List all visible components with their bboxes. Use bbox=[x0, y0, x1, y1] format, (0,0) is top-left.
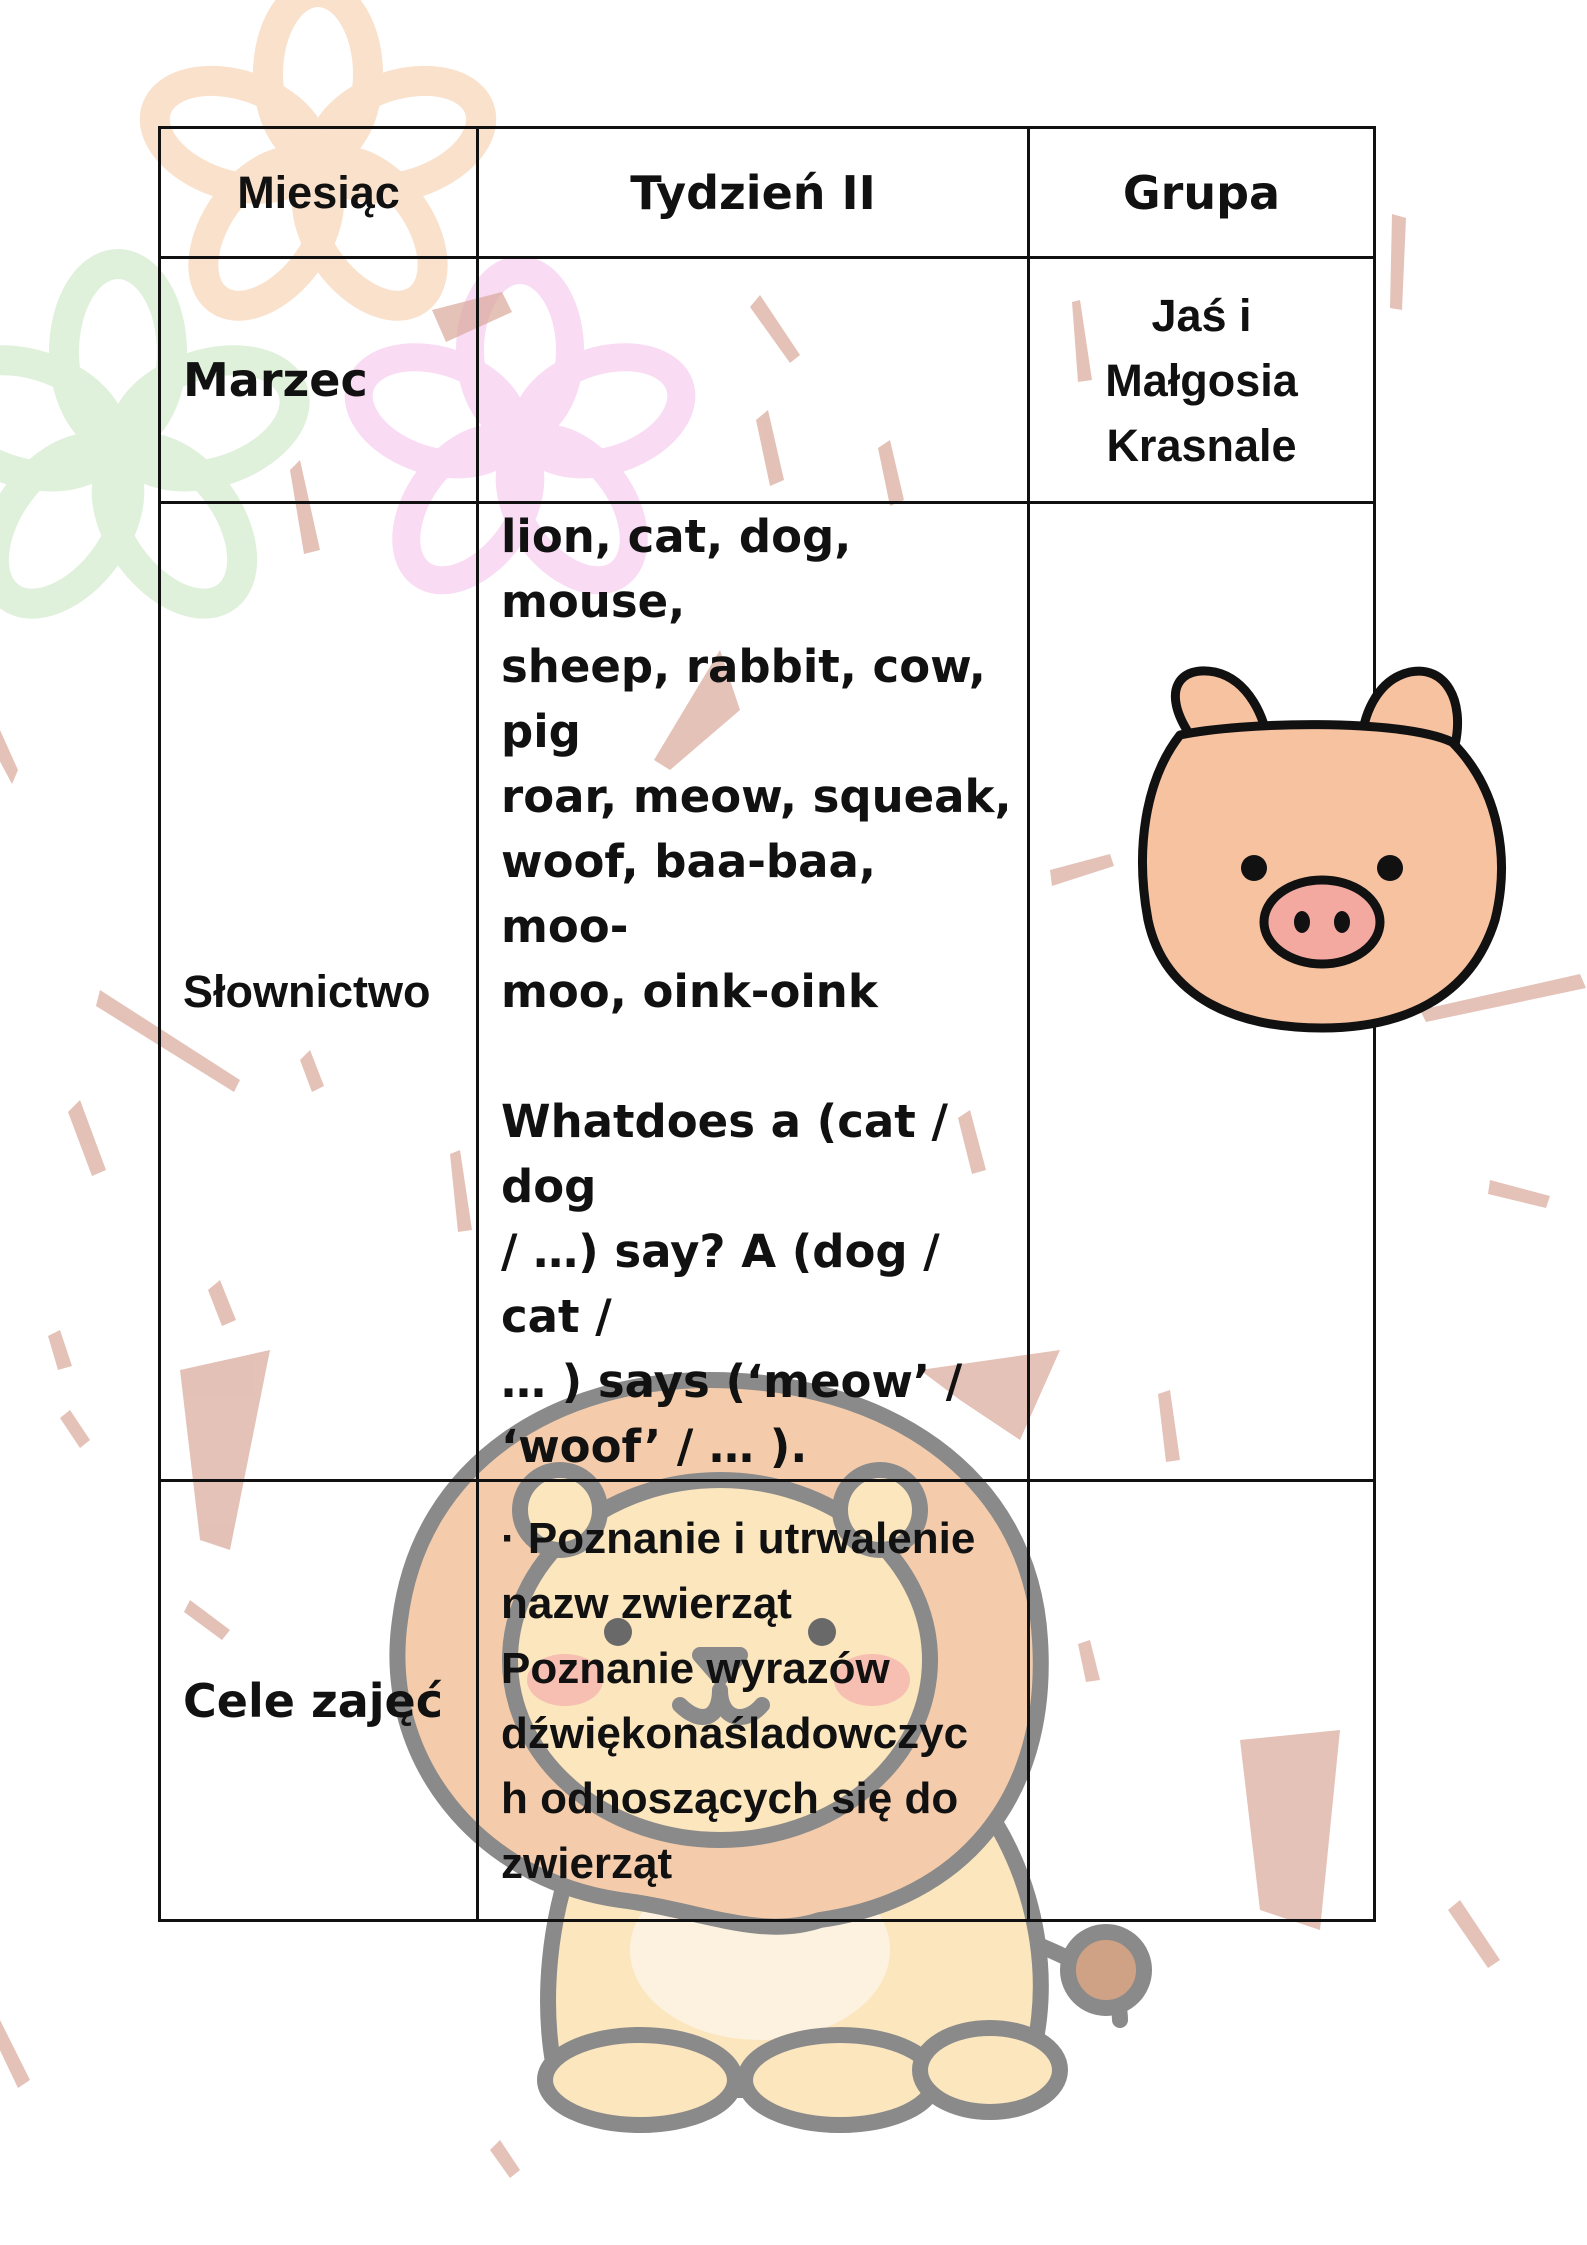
goals-content bbox=[478, 1481, 1029, 1921]
vocab-line: roar, meow, squeak, bbox=[501, 770, 1012, 823]
vocabulary-content bbox=[478, 503, 1029, 1481]
vocab-line: moo, oink-oink bbox=[501, 965, 878, 1018]
group-line: Jaś i bbox=[1151, 289, 1252, 341]
spacer bbox=[501, 1024, 1017, 1089]
vocab-line: sheep, rabbit, cow, bbox=[501, 640, 986, 693]
question-line: / …) say? A (dog / cat / bbox=[501, 1225, 940, 1343]
header-group: Grupa bbox=[1029, 128, 1375, 258]
vocab-line: pig bbox=[501, 705, 581, 758]
table-row bbox=[160, 258, 1375, 503]
question-line: Whatdoes a (cat / dog bbox=[501, 1095, 948, 1213]
question-line: … ) says (‘meow’ / bbox=[501, 1355, 963, 1408]
header-month: Miesiąc bbox=[160, 128, 478, 258]
goal-line: · Poznanie i utrwalenie bbox=[501, 1513, 976, 1563]
vocab-line: woof, baa-baa, moo- bbox=[501, 835, 876, 953]
table-row bbox=[160, 503, 1375, 1481]
header-week: Tydzień II bbox=[478, 128, 1029, 258]
vocab-line: lion, cat, dog, mouse, bbox=[501, 510, 852, 628]
group-line: Krasnale bbox=[1106, 419, 1297, 471]
goals-label: Cele zajęć bbox=[160, 1481, 478, 1921]
goal-line: dźwiękonaśladowczyc bbox=[501, 1708, 969, 1758]
question-line: ‘woof’ / … ). bbox=[501, 1420, 808, 1473]
group-line: Małgosia bbox=[1105, 354, 1298, 406]
goal-line: h odnoszących się do bbox=[501, 1773, 959, 1823]
week-cell-empty bbox=[478, 258, 1029, 503]
group-cell-empty bbox=[1029, 503, 1375, 1481]
month-value: Marzec bbox=[160, 258, 478, 503]
lesson-plan-table bbox=[158, 126, 1376, 1922]
goal-line: nazw zwierząt bbox=[501, 1578, 792, 1628]
table-row bbox=[160, 1481, 1375, 1921]
goal-line: Poznanie wyrazów bbox=[501, 1643, 890, 1693]
group-value bbox=[1029, 258, 1375, 503]
table-header-row bbox=[160, 128, 1375, 258]
goals-cell-empty bbox=[1029, 1481, 1375, 1921]
vocabulary-label: Słownictwo bbox=[160, 503, 478, 1481]
goal-line: zwierząt bbox=[501, 1838, 673, 1888]
